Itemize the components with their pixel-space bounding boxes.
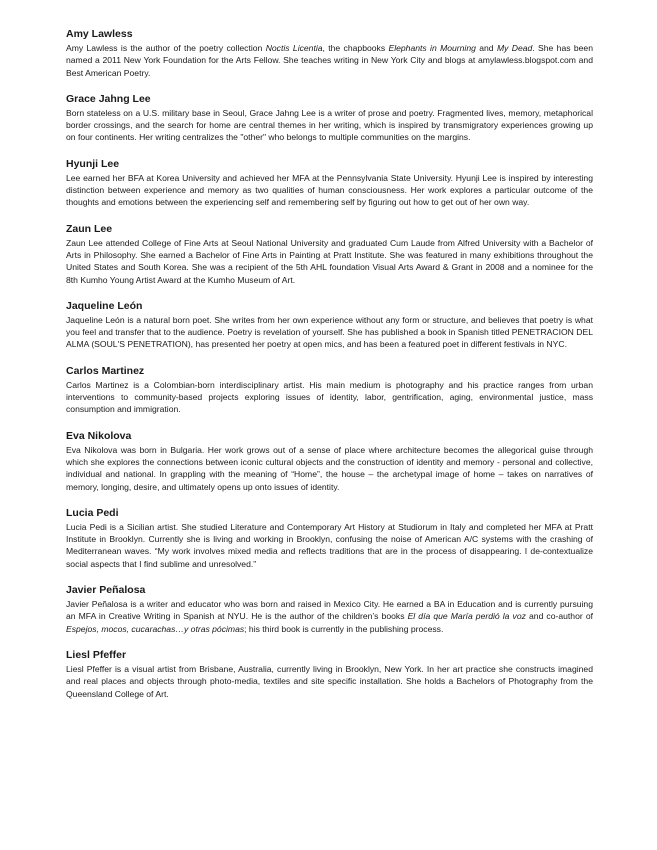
bio-text-segment: Born stateless on a U.S. military base in Seoul, Grace Jahng Lee is a writer of prose and poetry. Fragmented lives, memory, metaphorical border crossings, and the search for home are central themes in her writing, which is inspired by transmigratory experiences growing up on four continents. Her writing centralizes the "other" who belongs to multiple communities on the margins. [66,107,593,143]
bio-amy-lawless [66,28,593,79]
book-title: Noctis Licentia [265,43,323,53]
bio-text [66,444,593,493]
bio-hyunji-lee [66,158,593,209]
bio-liesl-pfeffer [66,649,593,700]
bio-text [66,663,593,700]
book-title: El día que María perdió la voz [407,611,526,622]
bio-name: Javier Peñalosa [66,584,146,597]
bio-name: Amy Lawless [66,28,133,40]
book-title: Espejos, mocos, cucarachas…y otras pócimas [66,623,245,634]
bio-text-segment: and co-author of [525,611,593,622]
bio-text-segment: ; his third book is currently in the publishing process. [244,623,444,634]
bio-zaun-lee [66,223,593,286]
bio-page [66,28,593,714]
bio-carlos-martinez [66,365,593,416]
bio-name: Grace Jahng Lee [66,92,151,105]
bio-text-segment: and [475,43,497,53]
bio-text-segment: , the chapbooks [322,43,389,53]
bio-text [66,42,593,79]
book-title: Elephants in Mourning [388,43,476,53]
bio-name: Carlos Martinez [66,364,145,377]
bio-name: Jaqueline León [66,299,143,312]
bio-lucia-pedi [66,507,593,570]
bio-name: Liesl Pfeffer [66,648,127,661]
bio-text-segment: Lee earned her BFA at Korea University and achieved her MFA at the Pennsylvania State University. Hyunji Lee is inspired by interesting distinction between experience and memory as two qualities of human consciousness. Her work explores a particular outcome of the thoughts and emotions between the experiencing self and remembering self by figuring out how to get out of her own way. [66,172,593,208]
bio-text-segment: Jaqueline León is a natural born poet. She writes from her own experience without any form or structure, and believes that poetry is what you feel and transfer that to the audience. Poetry is revelation of yourself. She has published a book in Spanish titled PENETRACION DEL ALMA (SOUL'S PENETRATION), has presented her poetry at open mics, and has been a featured poet in different festivals in NYC. [66,314,593,350]
bio-eva-nikolova [66,430,593,493]
bio-text-segment: . She has been named a 2011 New York Foundation for the Arts Fellow. She teaches writing in New York City and blogs at amylawless.blogspot.com and Best American Poetry. [66,43,593,78]
bio-text [66,314,593,351]
bio-jaqueline-leon [66,300,593,351]
bio-text-segment: Zaun Lee attended College of Fine Arts at Seoul National University and graduated Cum Laude from Alfred University with a Bachelor of Arts in Philosophy. She earned a Bachelor of Fine Arts in Painting at Pratt Institute. She was featured in many exhibitions throughout the United States and South Korea. She was a recipient of the 5th AHL foundation Visual Arts Award & Grant in 2008 and a nominee for the 8th Kumho Young Artist Award at the Kumho Museum of Art. [66,237,593,285]
bio-name: Hyunji Lee [66,157,120,170]
bio-text [66,598,593,635]
bio-grace-jahng-lee [66,93,593,144]
bio-text-segment: Lucia Pedi is a Sicilian artist. She studied Literature and Contemporary Art History at Studiorum in Italy and completed her MFA at Pratt Institute in Brooklyn. Currently she is living and working in Brooklyn, confusing the noise of American A/C systems with the crashing of Mediterranean waves. “My work involves mixed media and reflects traditions that are in the process of disappearing. I de-contextualize social aspects that I find sublime and unresolved.” [66,521,593,569]
bio-name: Lucia Pedi [66,506,119,519]
bio-text [66,379,593,416]
bio-name: Eva Nikolova [66,429,132,442]
bio-name: Zaun Lee [66,222,113,235]
bio-text [66,521,593,570]
bio-javier-penalosa [66,584,593,635]
bio-text [66,172,593,209]
book-title: My Dead [496,43,533,53]
bio-text-segment: Liesl Pfeffer is a visual artist from Brisbane, Australia, currently living in Brooklyn, New York. In her art practice she constructs imagined and real places and objects through photo-media, textiles and site specific installation. She holds a Bachelors of Photography from the Queensland College of Art. [66,663,593,699]
bio-text-segment: Carlos Martinez is a Colombian-born interdisciplinary artist. His main medium is photography and his practice ranges from urban interventions to community-based projects exploring issues of identity, labor, gentrification, aging, environmental justice, mass consumption and immigration. [66,379,593,415]
bio-text-segment: Eva Nikolova was born in Bulgaria. Her work grows out of a sense of place where architecture becomes the allegorical guise through which she explores the connections between iconic cultural objects and the construction of identity and memory - personal and collective, individual and national. In grappling with the meaning of “Home”, the house – the archetypal image of home – takes on narratives of memory, longing, desire, and ultimately opens up onto issues of identity. [66,444,593,492]
bio-text [66,107,593,144]
bio-text [66,237,593,286]
bio-text-segment: Javier Peñalosa is a writer and educator who was born and raised in Mexico City. He earned a BA in Education and is currently pursuing an MFA in Creative Writing in Spanish at NYU. He is the author of the children’s books [66,599,593,622]
bio-text-segment: Amy Lawless is the author of the poetry collection [66,43,266,53]
